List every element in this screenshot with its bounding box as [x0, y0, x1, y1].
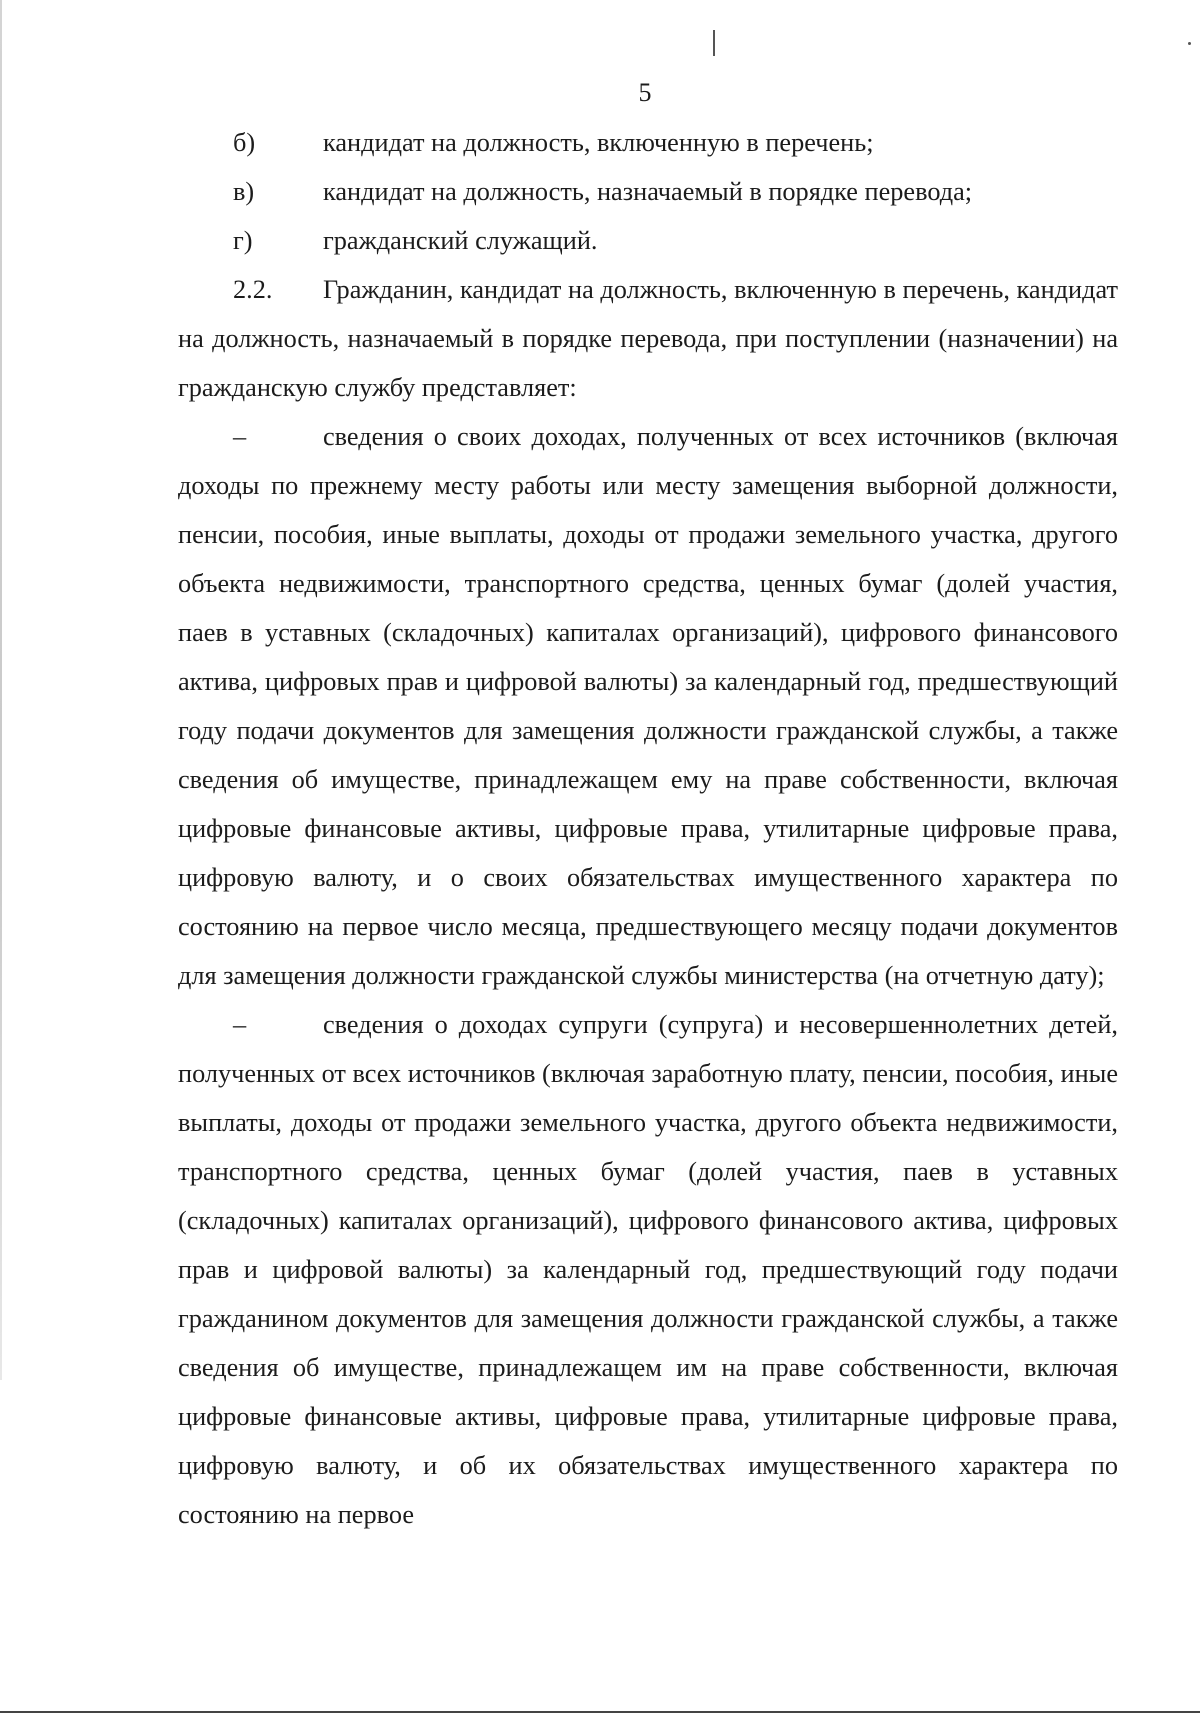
list-item-b [178, 118, 1118, 167]
bullet-dash: – [233, 422, 247, 451]
bullet-paragraph-family-income [178, 1000, 1118, 1539]
section-text: Гражданин, кандидат на должность, включенную в перечень, кандидат на должность, назначаемый в порядке перевода, при поступлении (назначении) на гражданскую службу представляет: [178, 275, 1118, 402]
bullet-paragraph-own-income [178, 412, 1118, 1000]
scan-mark [713, 30, 715, 56]
section-2-2-paragraph [178, 265, 1118, 412]
bullet-text: сведения о доходах супруги (супруга) и несовершеннолетних детей, полученных от всех источников (включая заработную плату, пенсии, пособия, иные выплаты, доходы от продажи земельного участка, другого объекта недвижимости, транспортного средства, ценных бумаг (долей участия, паев в уставных (складочных) капиталах организаций), цифрового финансового актива, цифровых прав и цифровой валюты) за календарный год, предшествующий году подачи гражданином документов для замещения должности гражданской службы, а также сведения об имуществе, принадлежащем им на праве собственности, включая цифровые финансовые активы, цифровые права, утилитарные цифровые права, цифровую валюту, и об их обязательствах имущественного характера по состоянию на первое [178, 1010, 1118, 1529]
scan-bottom-edge [0, 1711, 1200, 1713]
scan-left-edge [0, 0, 2, 1380]
list-item-g [178, 216, 1118, 265]
scan-speck [1188, 42, 1191, 45]
list-marker: в) [233, 177, 255, 206]
list-marker: г) [233, 226, 253, 255]
document-body [178, 118, 1118, 1539]
list-item-text: кандидат на должность, включенную в перечень; [323, 128, 874, 157]
bullet-dash: – [233, 1010, 247, 1039]
page-number: 5 [638, 78, 652, 107]
bullet-text: сведения о своих доходах, полученных от всех источников (включая доходы по прежнему месту работы или месту замещения выборной должности, пенсии, пособия, иные выплаты, доходы от продажи земельного участка, другого объекта недвижимости, транспортного средства, ценных бумаг (долей участия, паев в уставных (складочных) капиталах организаций), цифрового финансового актива, цифровых прав и цифровой валюты) за календарный год, предшествующий году подачи документов для замещения должности гражданской службы, а также сведения об имуществе, принадлежащем ему на праве собственности, включая цифровые финансовые активы, цифровые права, утилитарные цифровые права, цифровую валюту, и о своих обязательствах имущественного характера по состоянию на первое число месяца, предшествующего месяцу подачи документов для замещения должности гражданской службы министерства (на отчетную дату); [178, 422, 1118, 990]
list-marker: б) [233, 128, 256, 157]
list-item-text: гражданский служащий. [323, 226, 598, 255]
section-number: 2.2. [233, 275, 273, 304]
list-item-text: кандидат на должность, назначаемый в порядке перевода; [323, 177, 973, 206]
list-item-v [178, 167, 1118, 216]
